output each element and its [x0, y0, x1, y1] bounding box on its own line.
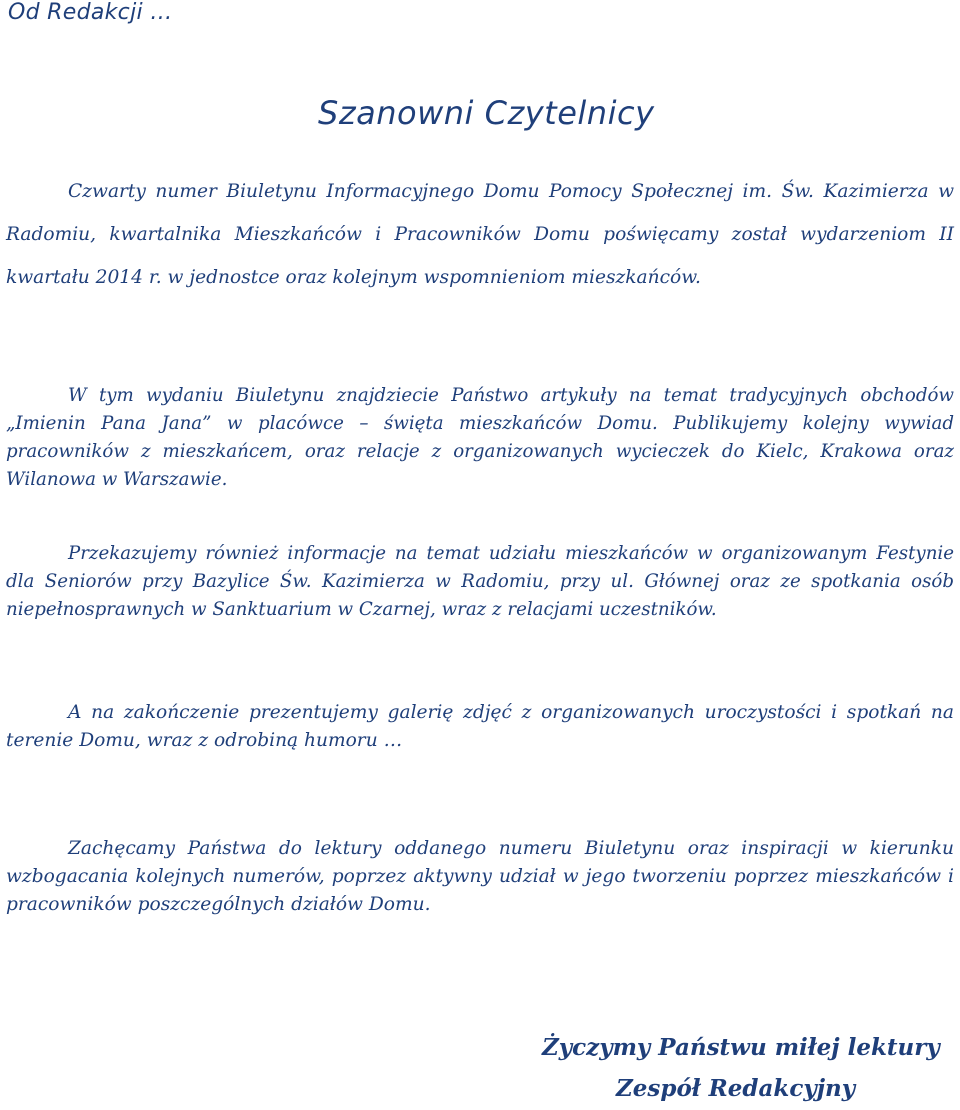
- letter-greeting: Szanowni Czytelnicy: [318, 94, 655, 132]
- section-title: Od Redakcji …: [8, 0, 173, 25]
- signature: Zespół Redakcyjny: [616, 1075, 856, 1102]
- paragraph-festival: Przekazujemy również informacje na temat udziału mieszkańców w organizowanym Festynie dla Seniorów przy Bazylice Św. Kazimierza w Radomiu, przy ul. Głównej oraz ze spotkania osób niepełnosprawnych w Sanktuarium w Czarnej, wraz z relacjami uczestników.: [6, 543, 954, 620]
- closing-line: Życzymy Państwu miłej lektury: [542, 1034, 940, 1061]
- paragraph-gallery: A na zakończenie prezentujemy galerię zdjęć z organizowanych uroczystości i spotkań na terenie Domu, wraz z odrobiną humoru …: [6, 702, 954, 751]
- paragraph-contents: W tym wydaniu Biuletynu znajdziecie Państwo artykuły na temat tradycyjnych obchodów „Imienin Pana Jana” w placówce – święta mieszkańców Domu. Publikujemy kolejny wywiad pracowników z mieszkańcem, oraz relacje z organizowanych wycieczek do Kielc, Krakowa oraz Wilanowa w Warszawie.: [6, 385, 954, 490]
- paragraph-intro: Czwarty numer Biuletynu Informacyjnego Domu Pomocy Społecznej im. Św. Kazimierza w Radomiu, kwartalnika Mieszkańców i Pracowników Domu poświęcamy został wydarzeniom II kwartału 2014 r. w jednostce oraz kolejnym wspomnieniom mieszkańców.: [6, 181, 954, 288]
- paragraph-invitation: Zachęcamy Państwa do lektury oddanego numeru Biuletynu oraz inspiracji w kierunku wzbogacania kolejnych numerów, poprzez aktywny udział w jego tworzeniu poprzez mieszkańców i pracowników poszczególnych działów Domu.: [6, 838, 954, 915]
